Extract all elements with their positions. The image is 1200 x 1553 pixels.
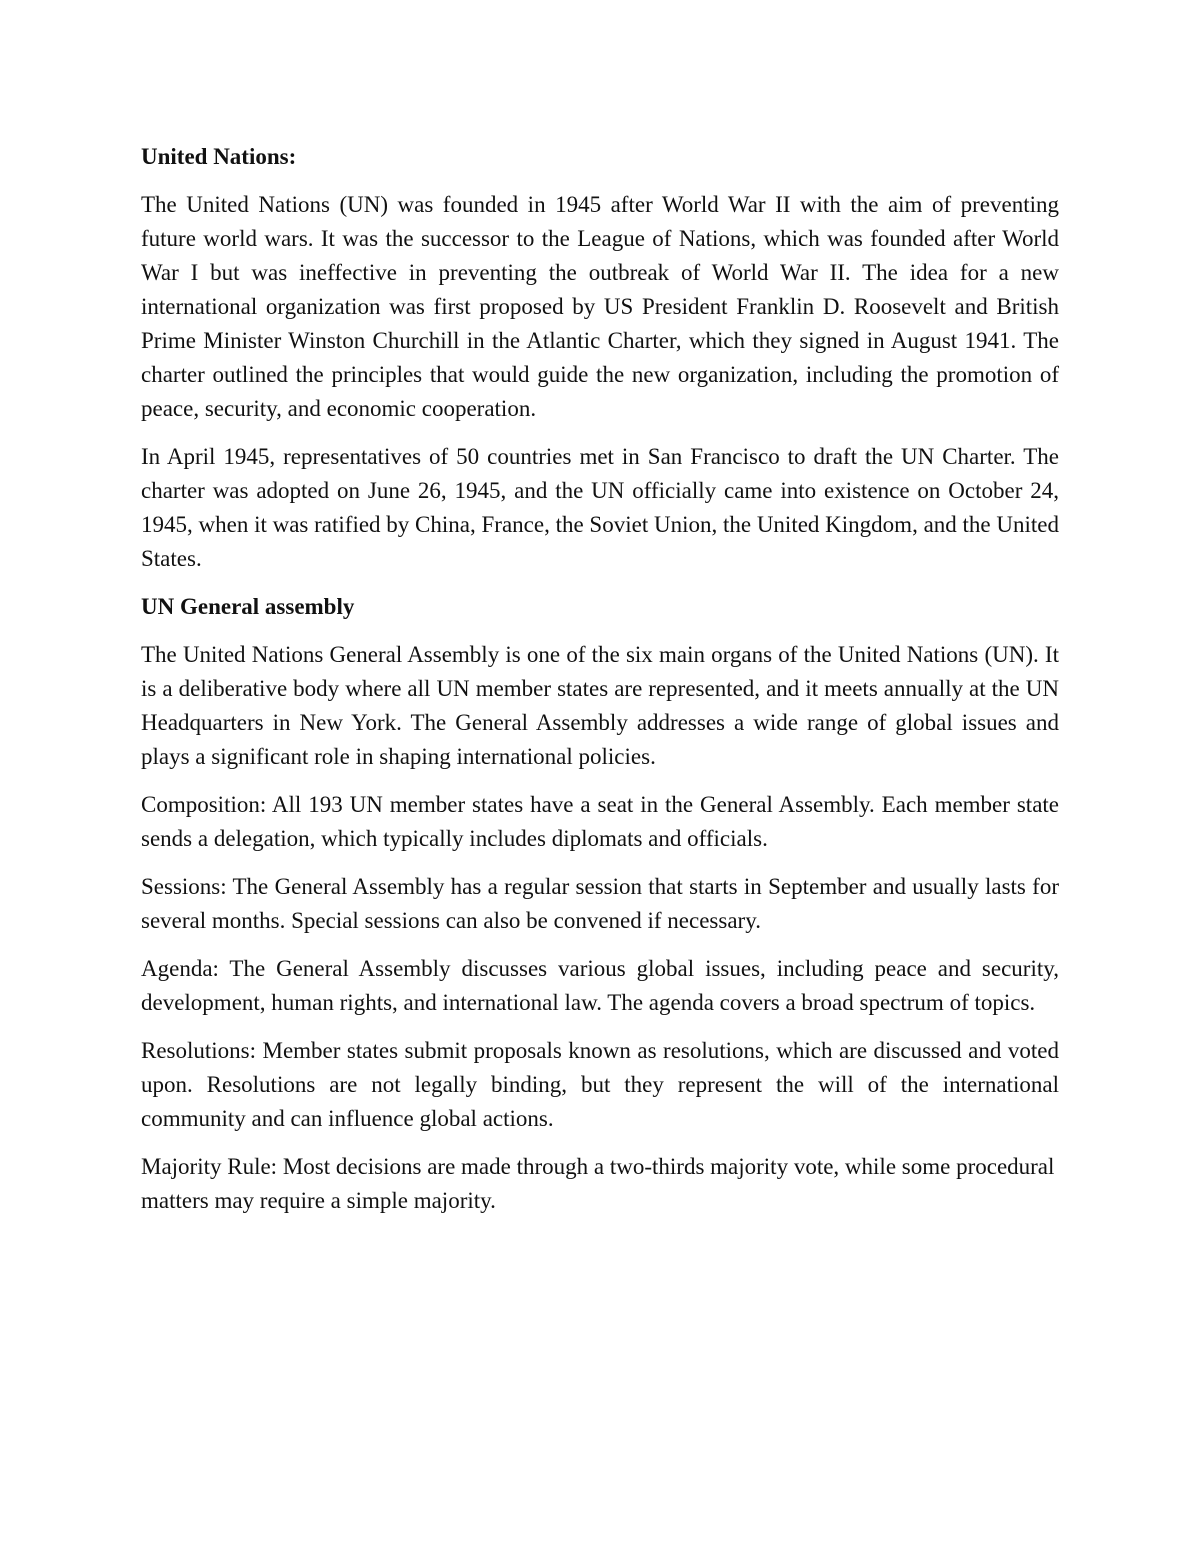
- paragraph-ga-resolutions: Resolutions: Member states submit proposals known as resolutions, which are discussed and voted upon. Resolutions are not legally binding, but they represent the will of the international community and can influence global actions.: [141, 1038, 1059, 1131]
- paragraph-ga-overview: The United Nations General Assembly is one of the six main organs of the United Nations (UN). It is a deliberative body where all UN member states are represented, and it meets annually at the UN Headquarters in New York. The General Assembly addresses a wide range of global issues and plays a significant role in shaping international policies.: [141, 642, 1059, 769]
- paragraph-ga-sessions: Sessions: The General Assembly has a regular session that starts in September and usually lasts for several months. Special sessions can also be convened if necessary.: [141, 874, 1059, 933]
- paragraph-un-founding: The United Nations (UN) was founded in 1945 after World War II with the aim of preventing future world wars. It was the successor to the League of Nations, which was founded after World War I but was ineffective in preventing the outbreak of World War II. The idea for a new international organization was first proposed by US President Franklin D. Roosevelt and British Prime Minister Winston Churchill in the Atlantic Charter, which they signed in August 1941. The charter outlined the principles that would guide the new organization, including the promotion of peace, security, and economic cooperation.: [141, 192, 1059, 421]
- paragraph-un-charter: In April 1945, representatives of 50 countries met in San Francisco to draft the UN Charter. The charter was adopted on June 26, 1945, and the UN officially came into existence on October 24, 1945, when it was ratified by China, France, the Soviet Union, the United Kingdom, and the United States.: [141, 444, 1059, 571]
- section-heading-general-assembly: UN General assembly: [141, 594, 355, 619]
- section-heading-united-nations: United Nations:: [141, 144, 297, 169]
- document-page: [141, 140, 1059, 1232]
- paragraph-ga-agenda: Agenda: The General Assembly discusses various global issues, including peace and security, development, human rights, and international law. The agenda covers a broad spectrum of topics.: [141, 956, 1059, 1015]
- paragraph-ga-composition: Composition: All 193 UN member states have a seat in the General Assembly. Each member state sends a delegation, which typically includes diplomats and officials.: [141, 792, 1059, 851]
- paragraph-ga-majority-rule: Majority Rule: Most decisions are made through a two-thirds majority vote, while some procedural matters may require a simple majority.: [141, 1154, 1055, 1213]
